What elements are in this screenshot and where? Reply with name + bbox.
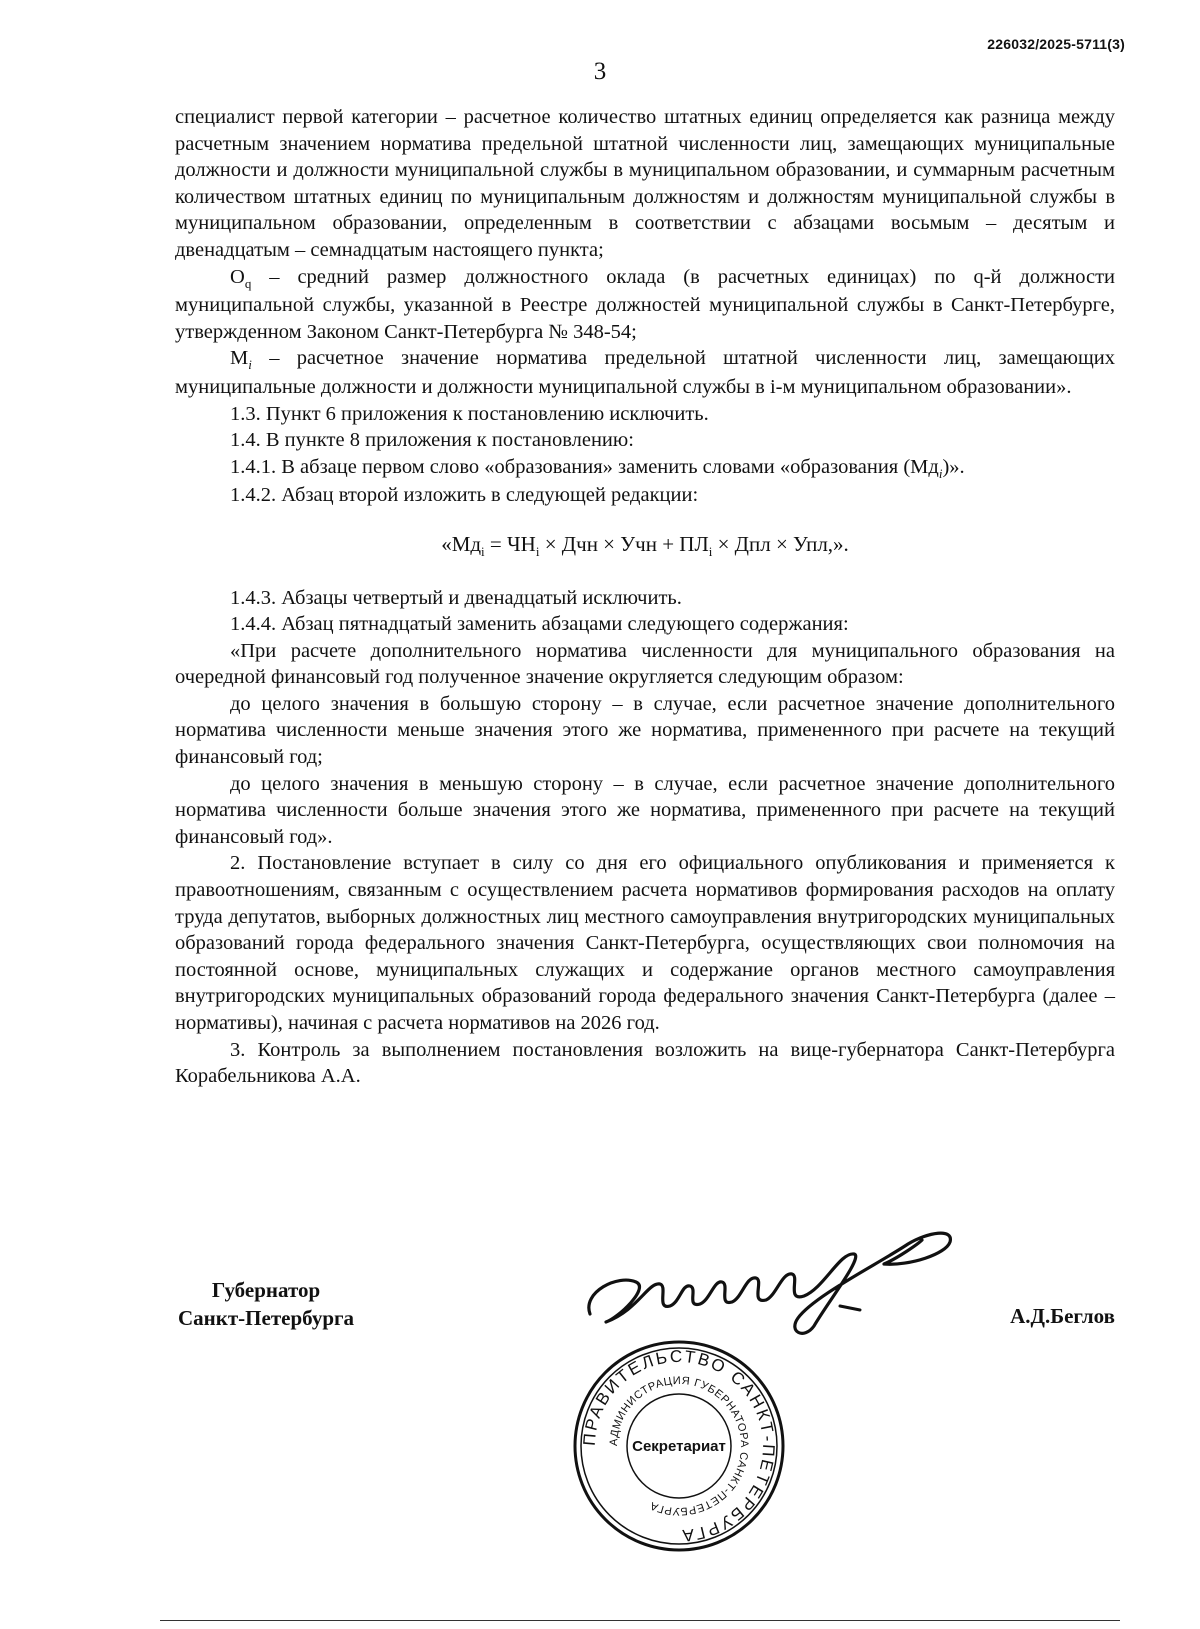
paragraph-mi-text: – расчетное значение норматива предельной штатной численности лиц, замещающих муниципальные должности и должности муниципальной службы в i-м муниципальном образовании». bbox=[175, 347, 1116, 398]
paragraph-1-4-4: 1.4.4. Абзац пятнадцатый заменить абзацами следующего содержания: bbox=[230, 613, 849, 636]
paragraph-rounding: «При расчете дополнительного норматива численности для муниципального образования на очередной финансовый год полученное значение округляется следующим образом: bbox=[175, 639, 1115, 689]
formula-start: «Мд bbox=[441, 531, 482, 556]
formula-part-1: = ЧН bbox=[484, 531, 536, 556]
symbol-i-subscript: i bbox=[938, 465, 943, 481]
paragraph-2: 2. Постановление вступает в силу со дня его официального опубликования и применяется к правоотношениям, связанным с осуществлением расчета нормативов формирования расходов на оплату труда депутатов, выборных должностных лиц местного самоуправления внутригородских муниципальных образований города федерального значения Санкт-Петербурга, осуществляющих свои полномочия на постоянной основе, муниципальных служащих и содержание органов местного самоуправления внутригородских муниципальных образований города федерального значения Санкт-Петербурга (далее – нормативы), начиная с расчета нормативов на 2026 год. bbox=[175, 852, 1115, 1034]
paragraph-round-down: до целого значения в меньшую сторону – в случае, если расчетное значение дополнительного норматива численности больше значения этого же норматива, примененного при расчете на текущий финансовый год». bbox=[175, 772, 1115, 848]
formula-sub-1: i bbox=[481, 543, 485, 559]
paragraph-specialist: специалист первой категории – расчетное количество штатных единиц определяется как разница между расчетным значением норматива предельной штатной численности лиц, замещающих муниципальные должности и должности муниципальной службы в муниципальном образовании, и суммарным расчетным количеством штатных единиц по муниципальным должностям и должностям муниципальной службы в муниципальном образовании, определенным в соответствии с абзацами восьмым – десятым и двенадцатым – семнадцатым настоящего пункта; bbox=[175, 106, 1115, 261]
seal-graphic bbox=[569, 1336, 789, 1556]
formula bbox=[175, 531, 1115, 561]
formula-part-3: × Дпл × Упл,». bbox=[712, 531, 849, 556]
formula-sub-3: i bbox=[708, 543, 713, 559]
paragraph-1-3: 1.3. Пункт 6 приложения к постановлению исключить. bbox=[230, 402, 709, 425]
signatory-title-line-2: Санкт-Петербурга bbox=[178, 1306, 355, 1330]
page-bottom-line bbox=[160, 1620, 1120, 1621]
seal-outer-text: ПРАВИТЕЛЬСТВО САНКТ-ПЕТЕРБУРГА bbox=[579, 1346, 779, 1546]
formula-sub-2: i bbox=[535, 543, 540, 559]
paragraph-mi bbox=[175, 345, 1115, 400]
symbol-m: M bbox=[230, 347, 249, 370]
signatory-name: А.Д.Беглов bbox=[1010, 1304, 1115, 1328]
symbol-o-subscript: q bbox=[244, 275, 252, 291]
paragraph-1-4-1-close: )». bbox=[942, 455, 965, 478]
page-number: 3 bbox=[593, 58, 607, 85]
paragraph-1-4-3: 1.4.3. Абзацы четвертый и двенадцатый исключить. bbox=[230, 586, 682, 609]
symbol-m-subscript: i bbox=[248, 357, 252, 373]
paragraph-1-4-2: 1.4.2. Абзац второй изложить в следующей редакции: bbox=[230, 484, 699, 507]
paragraph-oq bbox=[175, 264, 1115, 346]
paragraph-1-4-1-text: 1.4.1. В абзаце первом слово «образования» заменить словами «образования (Мд bbox=[230, 455, 939, 478]
paragraph-1-4-1 bbox=[175, 454, 1115, 483]
signatory-title bbox=[178, 1276, 354, 1332]
signatory-title-line-1: Губернатор bbox=[211, 1278, 321, 1302]
seal-center-text: Секретариат bbox=[632, 1437, 726, 1455]
paragraph-oq-text: – средний размер должностного оклада (в расчетных единицах) по q-й должности муниципальной службы, указанной в Реестре должностей муниципальной службы в Санкт-Петербурге, утвержденном Законом Санкт-Петербурга № 348-54; bbox=[175, 265, 1115, 343]
seal-inner-text: АДМИНИСТРАЦИЯ ГУБЕРНАТОРА САНКТ-ПЕТЕРБУРГА bbox=[607, 1374, 751, 1518]
paragraph-3: 3. Контроль за выполнением постановления возложить на вице-губернатора Санкт-Петербурга Корабельникова А.А. bbox=[175, 1038, 1115, 1088]
document-number: 226032/2025-5711(3) bbox=[987, 36, 1125, 52]
official-seal bbox=[569, 1336, 789, 1556]
formula-part-2: × Дчн × Учн + ПЛ bbox=[539, 531, 709, 556]
symbol-o: O bbox=[230, 265, 245, 288]
paragraph-round-up: до целого значения в большую сторону – в случае, если расчетное значение дополнительного норматива численности меньше значения этого же норматива, примененного при расчете на текущий финансовый год; bbox=[175, 692, 1115, 769]
document-body bbox=[175, 104, 1115, 1090]
paragraph-1-4: 1.4. В пункте 8 приложения к постановлению: bbox=[230, 429, 634, 452]
handwritten-signature bbox=[578, 1222, 968, 1340]
